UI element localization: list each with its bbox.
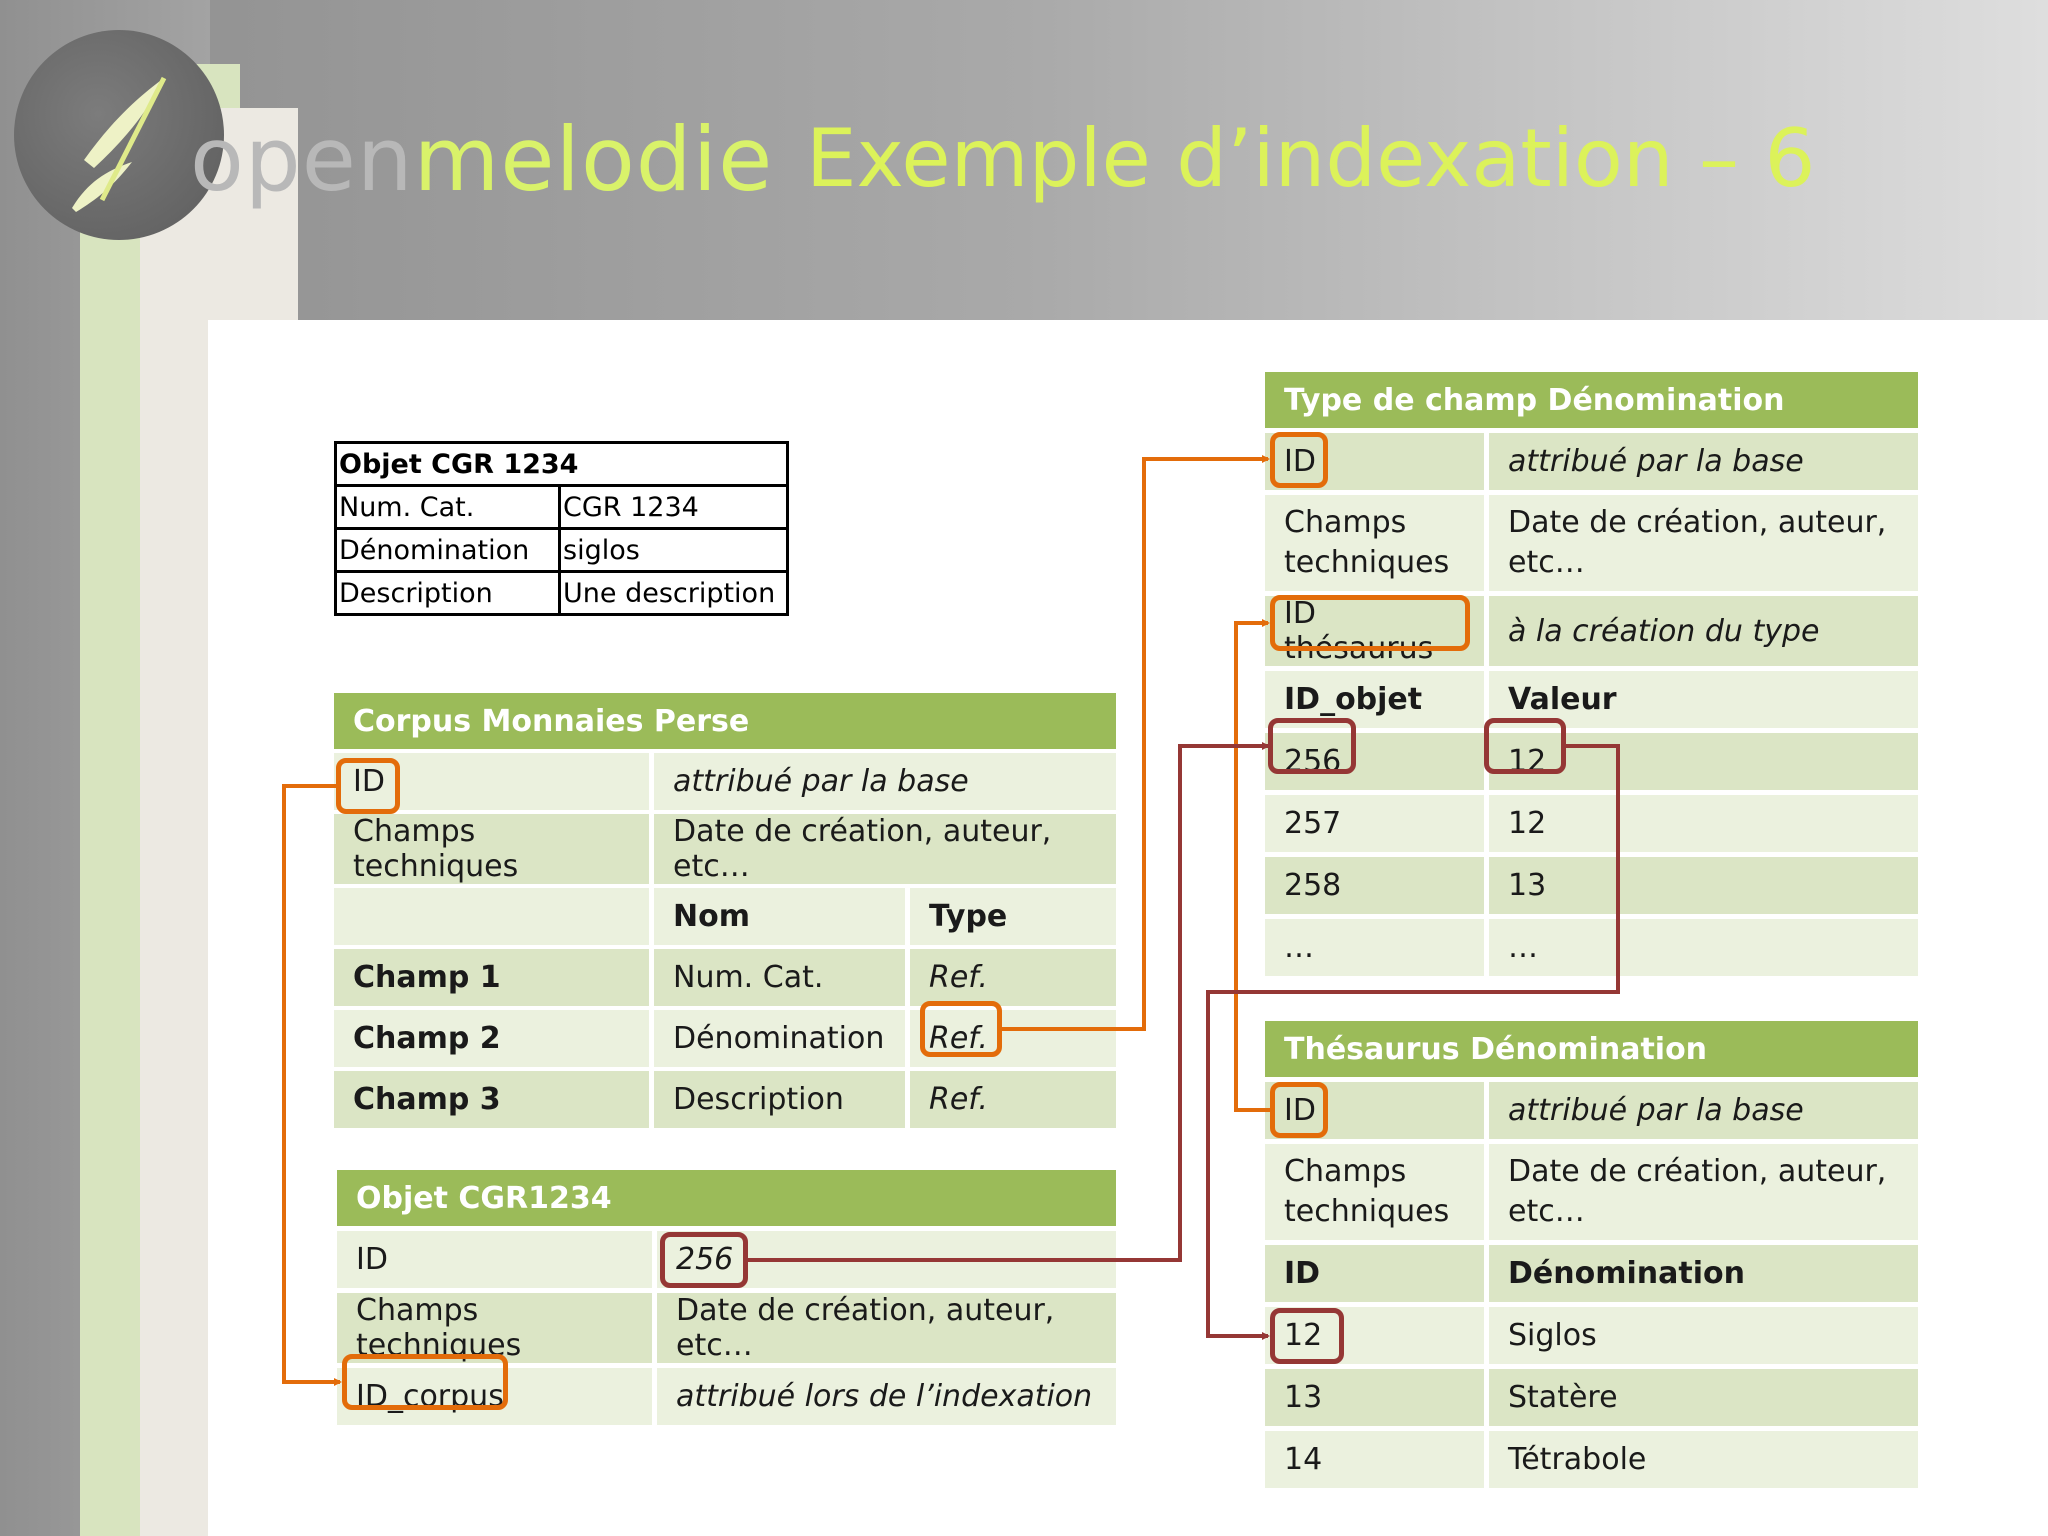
highlight-type-id-thesaurus [1270, 595, 1470, 651]
corpus-champ-type: Ref. [910, 1071, 1116, 1128]
corpus-champ-nom: Num. Cat. [654, 949, 910, 1006]
type-champ-tech-label-line: Champs [1284, 505, 1407, 540]
objet-small-label: Description [336, 572, 560, 615]
type-champ-id-value: attribué par la base [1489, 433, 1918, 490]
objet-small-label: Num. Cat. [336, 486, 560, 529]
highlight-type-id [1270, 432, 1328, 488]
thesaurus-id-value: attribué par la base [1489, 1082, 1918, 1139]
type-champ-thes-value: à la création du type [1489, 596, 1918, 666]
thesaurus-col-den: Dénomination [1489, 1245, 1918, 1302]
type-champ-row-obj: 256 [1265, 733, 1489, 790]
type-champ-row-val: 12 [1489, 795, 1918, 852]
type-champ-thes-label: ID thésaurus [1265, 596, 1489, 666]
logo-melodie: melodie [413, 108, 774, 211]
highlight-type-row-256 [1268, 718, 1356, 774]
thesaurus-col-id: ID [1265, 1245, 1489, 1302]
objet-id-value: 256 [657, 1231, 1116, 1288]
objet-small-value: Une description [560, 572, 788, 615]
objet-small-label: Dénomination [336, 529, 560, 572]
type-champ-col-obj: ID_objet [1265, 671, 1489, 728]
type-champ-col-val: Valeur [1489, 671, 1918, 728]
type-champ-row-val: 13 [1489, 857, 1918, 914]
highlight-thesaurus-12 [1270, 1308, 1344, 1364]
type-champ-row-obj: … [1265, 919, 1489, 976]
page-title: Exemple d’indexation – 6 [806, 112, 1816, 205]
type-champ-row-obj: 257 [1265, 795, 1489, 852]
corpus-champ-label: Champ 3 [334, 1071, 654, 1128]
objet-small-title: Objet CGR 1234 [336, 443, 788, 486]
corpus-id-value: attribué par la base [654, 753, 1116, 810]
thesaurus-row-id: 12 [1265, 1307, 1489, 1364]
corpus-champ-nom: Dénomination [654, 1010, 910, 1067]
corpus-col-type: Type [910, 888, 1116, 945]
thesaurus-tech-label-line: techniques [1284, 1194, 1450, 1229]
type-champ-row-obj: 258 [1265, 857, 1489, 914]
objet-tech-label: Champs techniques [337, 1293, 657, 1363]
objet-id-label: ID [337, 1231, 657, 1288]
thesaurus-id-label: ID [1265, 1082, 1489, 1139]
corpus-champ-label: Champ 1 [334, 949, 654, 1006]
thesaurus-row-id: 14 [1265, 1431, 1489, 1488]
thesaurus-tech-label-line: Champs [1284, 1154, 1407, 1189]
corpus-champ-label: Champ 2 [334, 1010, 654, 1067]
objet-title: Objet CGR1234 [337, 1170, 1116, 1226]
link-thesaurus-id-to-id-thesaurus [1236, 623, 1270, 1110]
thesaurus-row-den: Siglos [1489, 1307, 1918, 1364]
type-champ-tech-label-line: techniques [1284, 545, 1450, 580]
link-value-12-to-thesaurus-12 [1208, 746, 1618, 1336]
objet-tech-value: Date de création, auteur, etc… [657, 1293, 1116, 1363]
thesaurus-row-den: Tétrabole [1489, 1431, 1918, 1488]
thesaurus-title: Thésaurus Dénomination [1265, 1021, 1918, 1077]
logo-open: open [190, 108, 414, 211]
corpus-col-nom: Nom [654, 888, 910, 945]
thesaurus-tech-value-line: Date de création, auteur, [1508, 1154, 1887, 1189]
type-champ-tech-value-line: Date de création, auteur, [1508, 505, 1887, 540]
objet-small-value: CGR 1234 [560, 486, 788, 529]
corpus-tech-value: Date de création, auteur, etc… [654, 814, 1116, 884]
link-corpus-id-to-id-corpus [284, 786, 340, 1382]
corpus-champ-nom: Description [654, 1071, 910, 1128]
thesaurus-row-id: 13 [1265, 1369, 1489, 1426]
type-champ-title: Type de champ Dénomination [1265, 372, 1918, 428]
type-champ-row-val: … [1489, 919, 1918, 976]
objet-small-value: siglos [560, 529, 788, 572]
type-champ-row-val: 12 [1489, 733, 1918, 790]
corpus-champ-type: Ref. [910, 949, 1116, 1006]
corpus-id-label: ID [334, 753, 654, 810]
link-objet-256-to-type-256 [748, 746, 1268, 1260]
highlight-champ2-ref [920, 1001, 1002, 1057]
thesaurus-tech-value-line: etc… [1508, 1194, 1585, 1229]
thesaurus-row-den: Statère [1489, 1369, 1918, 1426]
corpus-tech-label: Champs techniques [334, 814, 654, 884]
type-champ-tech-value-line: etc… [1508, 545, 1585, 580]
corpus-champ-type: Ref. [910, 1010, 1116, 1067]
highlight-objet-id-256 [660, 1232, 748, 1288]
type-champ-id-label: ID [1265, 433, 1489, 490]
objet-corpus-value: attribué lors de l’indexation [657, 1368, 1116, 1425]
highlight-corpus-id [336, 758, 400, 814]
corpus-title: Corpus Monnaies Perse [334, 693, 1116, 749]
highlight-thesaurus-id [1270, 1082, 1328, 1138]
objet-corpus-label: ID_corpus [337, 1368, 657, 1425]
highlight-objet-id-corpus [342, 1354, 508, 1410]
highlight-type-value-12 [1484, 718, 1566, 774]
